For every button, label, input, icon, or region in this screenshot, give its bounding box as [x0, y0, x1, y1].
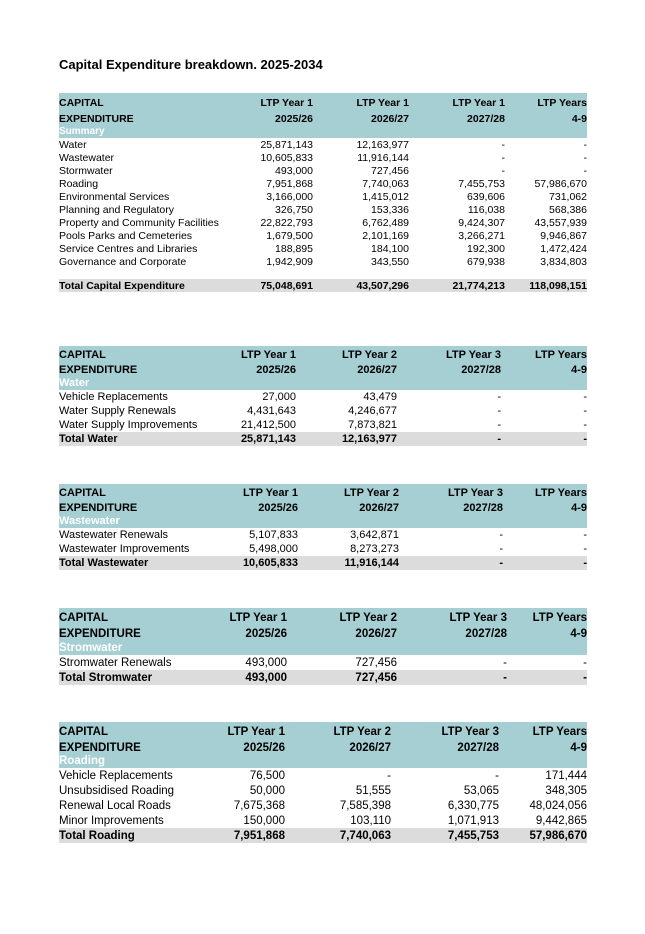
header-years4-9-period: 4-9: [503, 499, 587, 514]
table-row: [59, 151, 587, 164]
total-label: Total Wastewater: [59, 556, 199, 570]
total-year3: -: [397, 670, 507, 685]
total-row: [59, 828, 587, 843]
cell-year1: 22,822,793: [260, 216, 313, 229]
header-row: [59, 93, 587, 109]
total-year3: -: [397, 432, 501, 446]
total-row: [59, 556, 587, 570]
header-year3: LTP Year 3: [399, 484, 503, 499]
cell-year3: 116,038: [467, 203, 505, 216]
table-row: [59, 542, 587, 556]
table-row: [59, 798, 587, 813]
header-years4-9: LTP Years: [499, 722, 587, 738]
header-year2-period: 2026/27: [313, 109, 409, 125]
header-row: [59, 484, 587, 499]
cell-year3: -: [503, 656, 507, 669]
header-year1-period: 2025/26: [185, 738, 285, 754]
cell-years4-9: 348,305: [545, 784, 587, 797]
section-row: [59, 514, 587, 528]
total-year1: 75,048,691: [249, 279, 313, 292]
header-year2-period: 2026/27: [298, 499, 399, 514]
table-row: [59, 177, 587, 190]
cell-year3: -: [499, 529, 503, 541]
cell-year1: 5,498,000: [249, 543, 298, 555]
cell-years4-9: 731,062: [549, 190, 587, 203]
cell-year3: 639,606: [467, 190, 505, 203]
total-years4-9: -: [501, 432, 587, 446]
row-label: Pools Parks and Cemeteries: [59, 229, 193, 242]
cell-year1: 1,679,500: [266, 229, 313, 242]
header-year2: LTP Year 2: [287, 608, 397, 624]
header-year3-period: 2027/28: [399, 499, 503, 514]
row-label: Renewal Local Roads: [59, 799, 171, 812]
cell-years4-9: -: [583, 391, 587, 403]
total-year2: 12,163,977: [296, 432, 397, 446]
header-year2: LTP Year 2: [296, 346, 397, 361]
stormwater-table: [59, 608, 587, 685]
cell-year3: 679,938: [467, 255, 505, 268]
total-label: Total Roading: [59, 828, 185, 843]
cell-years4-9: -: [583, 405, 587, 417]
header-years4-9-period: 4-9: [507, 624, 587, 640]
table-row: [59, 655, 587, 670]
cell-year3: -: [501, 164, 505, 177]
row-label: Vehicle Replacements: [59, 769, 173, 782]
cell-year1: 21,412,500: [240, 419, 296, 431]
cell-year1: 150,000: [243, 814, 285, 827]
table-row: [59, 138, 587, 151]
header-year1: LTP Year 1: [185, 608, 287, 624]
header-year2: LTP Year 2: [298, 484, 399, 499]
row-label: Roading: [59, 177, 99, 190]
cell-year1: 50,000: [249, 784, 285, 797]
header-year1: LTP Year 1: [185, 722, 285, 738]
cell-year1: 493,000: [245, 656, 287, 669]
header-row: [59, 109, 587, 125]
cell-years4-9: 57,986,670: [534, 177, 587, 190]
table-row: [59, 783, 587, 798]
total-year1: 10,605,833: [199, 556, 298, 570]
cell-year3: 192,300: [467, 242, 505, 255]
spacer-row: [59, 268, 587, 279]
cell-year1: 27,000: [262, 391, 296, 403]
header-year1: LTP Year 1: [199, 484, 298, 499]
cell-year1: 7,675,368: [233, 799, 285, 812]
header-year1: LTP Year 1: [199, 346, 296, 361]
header-year3-period: 2027/28: [391, 738, 499, 754]
table-row: [59, 768, 587, 783]
total-label: Total Stromwater: [59, 670, 185, 685]
row-label: Vehicle Replacements: [59, 391, 168, 403]
header-label: CAPITAL: [59, 608, 185, 624]
cell-year3: -: [497, 391, 501, 403]
header-year2: LTP Year 1: [313, 93, 409, 109]
total-year3: 7,455,753: [391, 828, 499, 843]
cell-year2: 7,740,063: [362, 177, 409, 190]
water-table: [59, 346, 587, 446]
cell-year1: 4,431,643: [247, 405, 296, 417]
header-year2: LTP Year 2: [285, 722, 391, 738]
cell-year2: 11,916,144: [357, 151, 409, 164]
header-label: EXPENDITURE: [59, 499, 199, 514]
cell-year2: 43,479: [363, 391, 397, 403]
row-label: Water Supply Improvements: [59, 419, 198, 431]
cell-year3: -: [501, 138, 505, 151]
total-year1: 25,871,143: [199, 432, 296, 446]
total-years4-9: 118,098,151: [505, 279, 587, 292]
total-label: Total Water: [59, 432, 199, 446]
total-years4-9: -: [507, 670, 587, 685]
total-year1: 7,951,868: [185, 828, 285, 843]
total-row: [59, 432, 587, 446]
total-year3: 21,774,213: [409, 279, 505, 292]
cell-years4-9: -: [583, 151, 587, 164]
header-year3: LTP Year 1: [409, 93, 505, 109]
header-year3-period: 2027/28: [397, 624, 507, 640]
cell-years4-9: 9,946,867: [540, 229, 587, 242]
table-row: [59, 528, 587, 542]
header-years4-9-period: 4-9: [499, 738, 587, 754]
table-row: [59, 390, 587, 404]
total-row: [59, 670, 587, 685]
cell-year3: -: [497, 419, 501, 431]
wastewater-table: [59, 484, 587, 570]
row-label: Stormwater: [59, 164, 113, 177]
section-row: [59, 125, 587, 138]
cell-years4-9: 9,442,865: [535, 814, 587, 827]
cell-year2: 6,762,489: [362, 216, 409, 229]
header-label: EXPENDITURE: [59, 624, 185, 640]
total-years4-9: 57,986,670: [499, 828, 587, 843]
cell-year3: 9,424,307: [458, 216, 505, 229]
cell-year3: -: [497, 405, 501, 417]
total-year2: 727,456: [287, 670, 397, 685]
cell-years4-9: -: [583, 656, 587, 669]
header-row: [59, 346, 587, 361]
cell-year2: 4,246,677: [348, 405, 397, 417]
total-year2: 43,507,296: [313, 279, 409, 292]
header-years4-9: LTP Years: [505, 93, 587, 109]
cell-year3: 1,071,913: [447, 814, 499, 827]
header-label: CAPITAL: [59, 722, 185, 738]
header-years4-9: LTP Years: [501, 346, 587, 361]
cell-year1: 10,605,833: [260, 151, 313, 164]
row-label: Wastewater Improvements: [59, 543, 190, 555]
header-year2-period: 2026/27: [296, 361, 397, 376]
cell-year1: 188,895: [275, 242, 313, 255]
header-year3: LTP Year 3: [391, 722, 499, 738]
page-title: Capital Expenditure breakdown. 2025-2034: [59, 57, 323, 72]
section-label: Summary: [59, 125, 587, 138]
cell-year3: 3,266,271: [458, 229, 505, 242]
header-year1-period: 2025/26: [199, 499, 298, 514]
total-row: [59, 279, 587, 292]
header-label: EXPENDITURE: [59, 109, 249, 125]
header-years4-9: LTP Years: [503, 484, 587, 499]
header-label: EXPENDITURE: [59, 738, 185, 754]
row-label: Wastewater Renewals: [59, 529, 169, 541]
table-row: [59, 418, 587, 432]
section-label: Wastewater: [59, 514, 587, 528]
header-year3: LTP Year 3: [397, 608, 507, 624]
cell-years4-9: 1,472,424: [540, 242, 587, 255]
cell-year1: 5,107,833: [249, 529, 298, 541]
cell-year2: 12,163,977: [356, 138, 409, 151]
header-year1-period: 2025/26: [185, 624, 287, 640]
cell-year1: 493,000: [275, 164, 313, 177]
cell-year1: 326,750: [275, 203, 313, 216]
section-row: [59, 754, 587, 768]
cell-year3: 6,330,775: [447, 799, 499, 812]
section-label: Water: [59, 376, 587, 390]
total-label: Total Capital Expenditure: [59, 279, 249, 292]
row-label: Governance and Corporate: [59, 255, 187, 268]
cell-year2: -: [387, 769, 391, 782]
section-row: [59, 640, 587, 655]
cell-year2: 153,336: [371, 203, 409, 216]
header-label: CAPITAL: [59, 346, 199, 361]
header-label: CAPITAL: [59, 93, 249, 109]
section-row: [59, 376, 587, 390]
table-row: [59, 813, 587, 828]
cell-years4-9: -: [583, 419, 587, 431]
row-label: Environmental Services: [59, 190, 170, 203]
header-years4-9-period: 4-9: [501, 361, 587, 376]
cell-year2: 7,873,821: [348, 419, 397, 431]
row-label: Water: [59, 138, 87, 151]
cell-year2: 343,550: [371, 255, 409, 268]
header-year1-period: 2025/26: [249, 109, 313, 125]
cell-year2: 2,101,169: [362, 229, 409, 242]
header-row: [59, 722, 587, 738]
total-year3: -: [399, 556, 503, 570]
cell-years4-9: 568,386: [549, 203, 587, 216]
cell-year1: 25,871,143: [260, 138, 313, 151]
cell-year2: 727,456: [371, 164, 409, 177]
row-label: Planning and Regulatory: [59, 203, 174, 216]
header-label: EXPENDITURE: [59, 361, 199, 376]
table-row: [59, 216, 587, 229]
section-label: Roading: [59, 754, 587, 768]
header-year2-period: 2026/27: [287, 624, 397, 640]
cell-year2: 7,585,398: [339, 799, 391, 812]
cell-year2: 51,555: [355, 784, 391, 797]
cell-year2: 727,456: [355, 656, 397, 669]
header-row: [59, 738, 587, 754]
table-row: [59, 203, 587, 216]
cell-years4-9: -: [583, 138, 587, 151]
header-year3: LTP Year 3: [397, 346, 501, 361]
header-year3-period: 2027/28: [409, 109, 505, 125]
row-label: Property and Community Facilities: [59, 216, 219, 229]
table-row: [59, 190, 587, 203]
table-row: [59, 255, 587, 268]
cell-years4-9: -: [583, 529, 587, 541]
total-year2: 7,740,063: [285, 828, 391, 843]
table-row: [59, 229, 587, 242]
roading-table: [59, 722, 587, 843]
total-year2: 11,916,144: [298, 556, 399, 570]
cell-year1: 1,942,909: [266, 255, 313, 268]
cell-years4-9: 171,444: [545, 769, 587, 782]
section-label: Stromwater: [59, 640, 587, 655]
row-label: Water Supply Renewals: [59, 405, 176, 417]
cell-years4-9: -: [583, 164, 587, 177]
row-label: Wastewater: [59, 151, 115, 164]
table-row: [59, 404, 587, 418]
header-row: [59, 361, 587, 376]
cell-year2: 103,110: [350, 814, 391, 827]
header-row: [59, 499, 587, 514]
row-label: Unsubsidised Roading: [59, 784, 175, 797]
header-year1: LTP Year 1: [249, 93, 313, 109]
table-row: [59, 164, 587, 177]
cell-year3: -: [499, 543, 503, 555]
header-year1-period: 2025/26: [199, 361, 296, 376]
summary-table: [59, 93, 587, 292]
cell-year3: -: [501, 151, 505, 164]
header-years4-9-period: 4-9: [505, 109, 587, 125]
header-year3-period: 2027/28: [397, 361, 501, 376]
cell-year3: 53,065: [463, 784, 499, 797]
row-label: Stromwater Renewals: [59, 656, 172, 669]
total-year1: 493,000: [185, 670, 287, 685]
cell-year1: 7,951,868: [266, 177, 313, 190]
header-years4-9: LTP Years: [507, 608, 587, 624]
header-year2-period: 2026/27: [285, 738, 391, 754]
header-row: [59, 624, 587, 640]
header-row: [59, 608, 587, 624]
header-label: CAPITAL: [59, 484, 199, 499]
cell-years4-9: -: [583, 543, 587, 555]
cell-year2: 3,642,871: [350, 529, 399, 541]
cell-year1: 76,500: [249, 769, 285, 782]
cell-years4-9: 48,024,056: [529, 799, 587, 812]
row-label: Service Centres and Libraries: [59, 242, 198, 255]
cell-years4-9: 3,834,803: [540, 255, 587, 268]
cell-year1: 3,166,000: [266, 190, 313, 203]
cell-year2: 8,273,273: [350, 543, 399, 555]
table-row: [59, 242, 587, 255]
cell-years4-9: 43,557,939: [534, 216, 587, 229]
row-label: Minor Improvements: [59, 814, 164, 827]
cell-year3: 7,455,753: [458, 177, 505, 190]
cell-year3: -: [495, 769, 499, 782]
total-years4-9: -: [503, 556, 587, 570]
cell-year2: 1,415,012: [362, 190, 409, 203]
cell-year2: 184,100: [371, 242, 409, 255]
